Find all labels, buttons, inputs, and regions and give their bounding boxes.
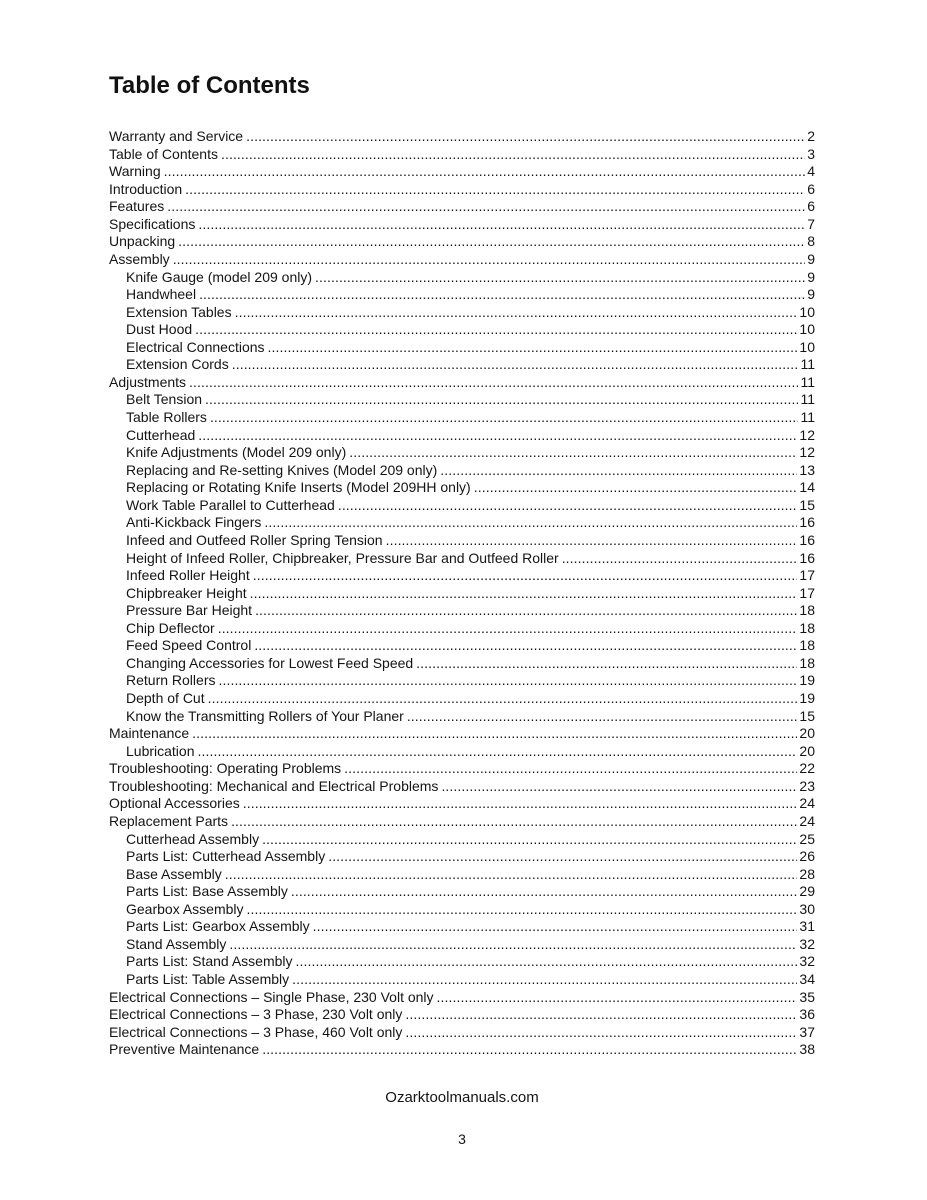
toc-dot-leader (262, 1041, 797, 1059)
toc-entry-label: Warning (109, 163, 161, 180)
toc-entry-page: 25 (799, 830, 815, 847)
toc-dot-leader (225, 866, 798, 884)
toc-entry (109, 585, 815, 603)
toc-entry (109, 655, 815, 673)
toc-entry-label: Knife Adjustments (Model 209 only) (126, 444, 347, 461)
toc-entry-page: 20 (799, 742, 815, 759)
toc-entry-label: Parts List: Table Assembly (126, 971, 290, 987)
toc-entry-label: Electrical Connections (126, 338, 265, 355)
toc-entry-label: Features (109, 198, 165, 215)
toc-entry-page: 11 (800, 373, 815, 390)
toc-entry-label: Anti-Kickback Fingers (126, 514, 262, 531)
toc-entry-label: Parts List: Stand Assembly (126, 953, 293, 970)
toc-entry-label: Adjustments (109, 373, 187, 390)
toc-dot-leader (198, 216, 805, 234)
toc-entry (109, 1024, 815, 1042)
toc-entry-label: Preventive Maintenance (109, 1041, 260, 1058)
toc-entry-label: Warranty and Service (109, 128, 244, 144)
toc-entry-label: Unpacking (109, 233, 176, 250)
toc-entry-label: Height of Infeed Roller, Chipbreaker, Pressure Bar and Outfeed Roller (126, 549, 559, 566)
toc-entry (109, 602, 815, 620)
toc-dot-leader (328, 848, 797, 866)
toc-entry (109, 532, 815, 550)
toc-entry-label: Troubleshooting: Operating Problems (109, 760, 342, 777)
toc-entry-page: 12 (799, 444, 815, 461)
toc-dot-leader (246, 128, 805, 146)
toc-entry-label: Parts List: Cutterhead Assembly (126, 848, 326, 865)
toc-entry (109, 198, 815, 216)
toc-entry-page: 22 (799, 760, 815, 777)
toc-entry (109, 848, 815, 866)
toc-entry (109, 356, 815, 374)
toc-dot-leader (268, 339, 798, 357)
toc-dot-leader (192, 725, 797, 743)
toc-entry (109, 690, 815, 708)
toc-entry-label: Base Assembly (126, 865, 222, 882)
toc-entry-page: 35 (799, 988, 815, 1005)
toc-entry-page: 17 (799, 584, 815, 601)
toc-entry-label: Changing Accessories for Lowest Feed Speed (126, 654, 414, 671)
toc-dot-leader (235, 304, 798, 322)
toc-entry-label: Troubleshooting: Mechanical and Electrical Problems (109, 777, 439, 794)
toc-entry-label: Lubrication (126, 742, 195, 759)
toc-dot-leader (291, 883, 798, 901)
toc-entry-label: Belt Tension (126, 391, 203, 408)
toc-entry-page: 14 (799, 479, 815, 496)
toc-dot-leader (349, 444, 797, 462)
toc-dot-leader (254, 637, 797, 655)
toc-entry-label: Maintenance (109, 725, 190, 742)
toc-entry-page: 11 (800, 356, 815, 373)
toc-dot-leader (344, 760, 797, 778)
toc-entry (109, 321, 815, 339)
toc-dot-leader (255, 602, 797, 620)
toc-entry-page: 37 (799, 1023, 815, 1040)
toc-dot-leader (229, 936, 797, 954)
toc-dot-leader (386, 532, 798, 550)
toc-entry-label: Dust Hood (126, 321, 193, 338)
toc-dot-leader (167, 198, 805, 216)
toc-dot-leader (210, 409, 799, 427)
toc-entry-label: Work Table Parallel to Cutterhead (126, 496, 335, 513)
toc-dot-leader (405, 1024, 797, 1042)
toc-entry (109, 391, 815, 409)
toc-entry-page: 12 (799, 426, 815, 443)
toc-dot-leader (407, 708, 798, 726)
toc-entry-page: 19 (799, 690, 815, 706)
toc-dot-leader (243, 795, 798, 813)
toc-entry-label: Parts List: Gearbox Assembly (126, 918, 310, 935)
toc-entry-label: Chipbreaker Height (126, 584, 247, 601)
toc-entry (109, 620, 815, 638)
toc-entry (109, 971, 815, 989)
toc-entry-label: Chip Deflector (126, 619, 215, 636)
toc-dot-leader (262, 831, 797, 849)
toc-entry-label: Replacing and Re-setting Knives (Model 209 only) (126, 461, 438, 478)
toc-entry-label: Return Rollers (126, 672, 216, 689)
toc-dot-leader (185, 181, 805, 199)
page-title: Table of Contents (109, 72, 310, 99)
toc-entry (109, 672, 815, 690)
toc-dot-leader (441, 778, 797, 796)
toc-entry-page: 4 (807, 163, 815, 180)
toc-entry-label: Feed Speed Control (126, 637, 252, 654)
toc-entry-page: 38 (799, 1041, 815, 1058)
toc-dot-leader (198, 427, 797, 445)
toc-entry-label: Infeed Roller Height (126, 567, 250, 584)
toc-dot-leader (247, 901, 798, 919)
toc-entry-page: 6 (807, 198, 815, 215)
toc-entry-page: 32 (799, 953, 815, 970)
toc-dot-leader (250, 585, 798, 603)
toc-entry (109, 339, 815, 357)
toc-dot-leader (232, 356, 799, 374)
toc-entry (109, 901, 815, 919)
toc-entry-page: 18 (799, 602, 815, 619)
toc-entry (109, 514, 815, 532)
toc-dot-leader (189, 374, 798, 392)
toc-entry-page: 19 (799, 672, 815, 689)
toc-dot-leader (178, 233, 805, 251)
toc-entry (109, 936, 815, 954)
toc-entry-page: 10 (799, 303, 815, 320)
toc-entry-label: Optional Accessories (109, 795, 240, 812)
toc-entry-page: 16 (799, 514, 815, 531)
toc-entry-page: 18 (799, 619, 815, 636)
toc-entry-page: 28 (799, 865, 815, 882)
toc-entry (109, 567, 815, 585)
toc-entry (109, 831, 815, 849)
toc-entry-page: 34 (799, 971, 815, 987)
toc-entry (109, 866, 815, 884)
toc-entry (109, 989, 815, 1007)
toc-entry-page: 9 (807, 250, 815, 267)
toc-entry-label: Knife Gauge (model 209 only) (126, 268, 312, 285)
toc-dot-leader (173, 251, 806, 269)
toc-entry (109, 813, 815, 831)
toc-entry-page: 3 (807, 145, 815, 162)
toc-entry-label: Cutterhead (126, 426, 196, 443)
toc-entry-page: 16 (799, 531, 815, 548)
toc-entry-label: Introduction (109, 180, 183, 197)
toc-entry (109, 128, 815, 146)
toc-entry (109, 269, 815, 287)
footer-site-name: Ozarktoolmanuals.com (385, 1088, 539, 1106)
toc-entry-page: 9 (807, 286, 815, 303)
toc-entry (109, 953, 815, 971)
toc-entry (109, 479, 815, 497)
toc-entry-page: 7 (807, 215, 815, 232)
toc-dot-leader (313, 918, 798, 936)
toc-dot-leader (338, 497, 798, 515)
toc-entry-page: 18 (799, 654, 815, 671)
toc-entry-label: Assembly (109, 250, 170, 267)
toc-entry-page: 18 (799, 637, 815, 654)
toc-entry (109, 286, 815, 304)
toc-entry-page: 6 (807, 180, 815, 197)
toc-entry (109, 1006, 815, 1024)
toc-dot-leader (218, 672, 797, 690)
toc-entry (109, 181, 815, 199)
toc-entry (109, 1041, 815, 1059)
toc-entry (109, 708, 815, 726)
toc-entry (109, 409, 815, 427)
toc-dot-leader (416, 655, 797, 673)
toc-entry-label: Infeed and Outfeed Roller Spring Tension (126, 531, 383, 548)
toc-entry-page: 32 (799, 935, 815, 952)
toc-entry-page: 17 (799, 567, 815, 584)
toc-entry-label: Parts List: Base Assembly (126, 883, 288, 900)
toc-entry-page: 11 (800, 391, 815, 408)
toc-entry-page: 24 (799, 795, 815, 812)
toc-dot-leader (440, 462, 797, 480)
toc-entry-page: 13 (799, 461, 815, 478)
toc-entry (109, 778, 815, 796)
toc-dot-leader (164, 163, 806, 181)
toc-entry-label: Gearbox Assembly (126, 900, 244, 917)
table-of-contents (109, 128, 815, 1059)
toc-entry (109, 497, 815, 515)
toc-entry (109, 462, 815, 480)
toc-dot-leader (205, 391, 798, 409)
toc-entry-label: Replacing or Rotating Knife Inserts (Model 209HH only) (126, 479, 471, 496)
toc-entry-label: Depth of Cut (126, 690, 205, 706)
toc-entry-label: Table Rollers (126, 409, 207, 425)
toc-entry (109, 374, 815, 392)
toc-dot-leader (221, 146, 805, 164)
toc-dot-leader (315, 269, 805, 287)
toc-entry-label: Replacement Parts (109, 812, 229, 829)
toc-entry-page: 8 (807, 233, 815, 250)
toc-entry-page: 26 (799, 848, 815, 865)
toc-entry (109, 550, 815, 568)
toc-entry (109, 918, 815, 936)
toc-entry-label: Extension Cords (126, 356, 229, 373)
toc-entry-page: 15 (799, 707, 815, 724)
toc-dot-leader (231, 813, 797, 831)
toc-entry (109, 444, 815, 462)
toc-entry-page: 31 (799, 918, 815, 935)
toc-entry (109, 146, 815, 164)
toc-entry (109, 795, 815, 813)
toc-entry-label: Specifications (109, 215, 196, 232)
toc-entry-label: Cutterhead Assembly (126, 830, 260, 847)
toc-entry (109, 427, 815, 445)
toc-entry (109, 883, 815, 901)
toc-entry (109, 251, 815, 269)
toc-dot-leader (253, 567, 798, 585)
toc-entry (109, 216, 815, 234)
toc-entry-page: 29 (799, 883, 815, 900)
toc-entry-page: 23 (799, 777, 815, 794)
toc-entry-page: 11 (800, 409, 815, 425)
toc-dot-leader (195, 321, 797, 339)
toc-entry-page: 10 (799, 321, 815, 338)
toc-entry (109, 637, 815, 655)
toc-entry-label: Extension Tables (126, 303, 232, 320)
toc-entry-page: 16 (799, 549, 815, 566)
toc-entry (109, 743, 815, 761)
toc-entry-label: Pressure Bar Height (126, 602, 253, 619)
toc-entry-label: Stand Assembly (126, 935, 227, 952)
toc-entry (109, 304, 815, 322)
footer-page-number: 3 (458, 1130, 466, 1147)
toc-dot-leader (292, 971, 797, 989)
toc-entry-label: Electrical Connections – 3 Phase, 230 Volt only (109, 1006, 403, 1023)
toc-entry-page: 30 (799, 900, 815, 917)
toc-dot-leader (198, 743, 798, 761)
toc-entry-page: 10 (799, 338, 815, 355)
toc-dot-leader (437, 989, 798, 1007)
toc-entry-label: Handwheel (126, 286, 197, 303)
toc-dot-leader (405, 1006, 797, 1024)
toc-entry-label: Electrical Connections – 3 Phase, 460 Volt only (109, 1023, 403, 1040)
toc-entry (109, 163, 815, 181)
toc-dot-leader (264, 514, 797, 532)
toc-entry-page: 9 (807, 268, 815, 285)
toc-entry (109, 760, 815, 778)
toc-entry-page: 36 (799, 1006, 815, 1023)
toc-dot-leader (562, 550, 798, 568)
toc-entry-label: Electrical Connections – Single Phase, 230 Volt only (109, 988, 434, 1005)
toc-dot-leader (474, 479, 798, 497)
toc-dot-leader (218, 620, 798, 638)
toc-entry (109, 725, 815, 743)
toc-dot-leader (199, 286, 805, 304)
toc-dot-leader (296, 953, 798, 971)
toc-entry-label: Know the Transmitting Rollers of Your Planer (126, 707, 404, 724)
toc-entry (109, 233, 815, 251)
toc-dot-leader (208, 690, 798, 708)
toc-entry-page: 20 (799, 725, 815, 742)
toc-entry-page: 15 (799, 496, 815, 513)
toc-entry-label: Table of Contents (109, 145, 218, 162)
toc-entry-page: 24 (799, 812, 815, 829)
toc-entry-page: 2 (807, 128, 815, 144)
